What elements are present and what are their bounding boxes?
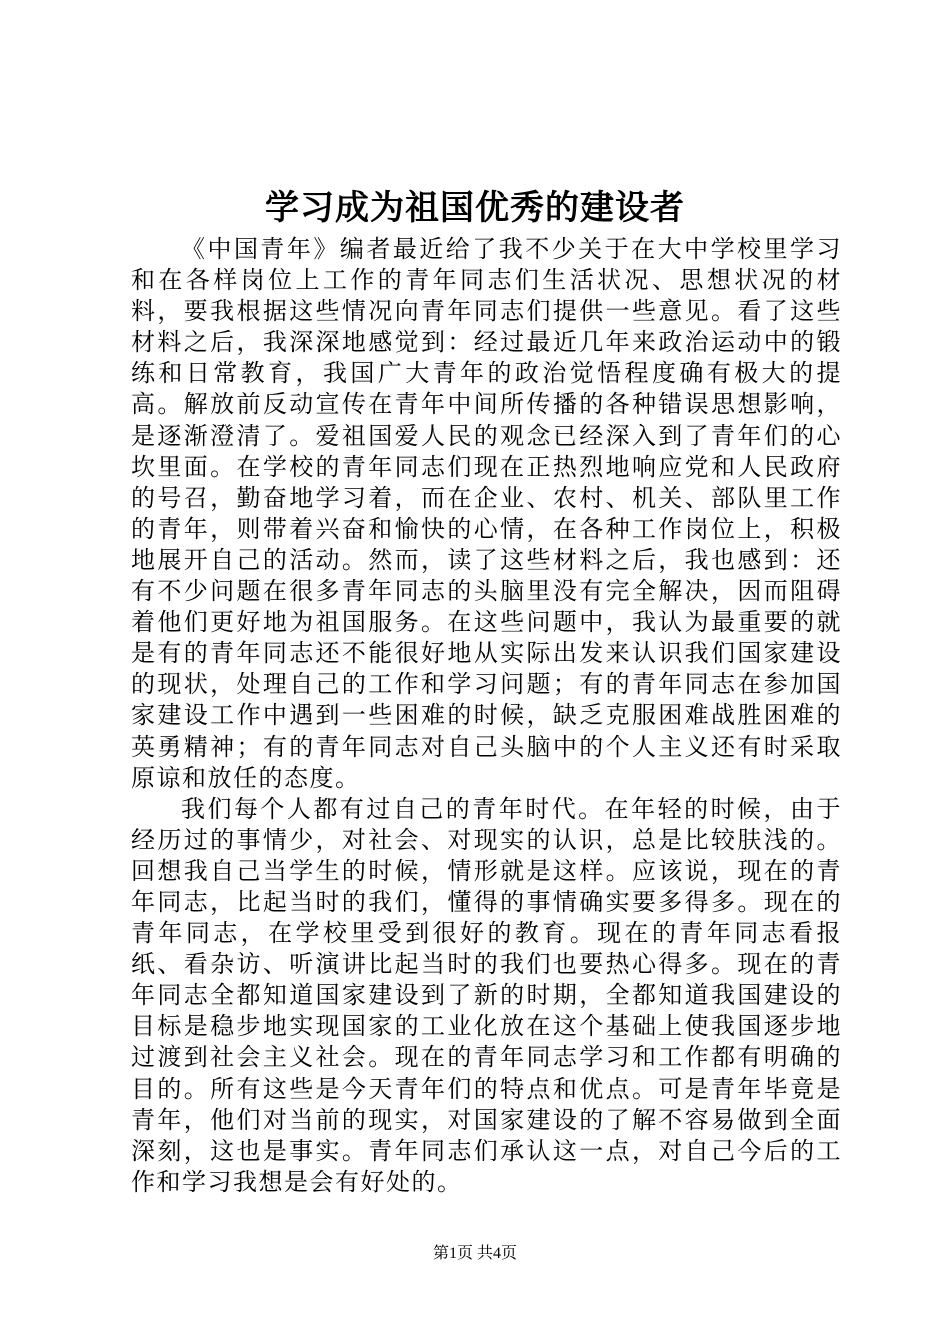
page-number-footer: 第1页 共4页 [432,1245,517,1262]
paragraph-1: 《中国青年》编者最近给了我不少关于在大中学校里学习和在各样岗位上工作的青年同志们生活状况、思想状况的材料，要我根据这些情况向青年同志们提供一些意见。看了这些材料之后，我深深地感觉到：经过最近几年来政治运动中的锻练和日常教育，我国广大青年的政治觉悟程度确有极大的提高。解放前反动宣传在青年中间所传播的各种错误思想影响，是逐渐澄清了。爱祖国爱人民的观念已经深入到了青年们的心坎里面。在学校的青年同志们现在正热烈地响应党和人民政府的号召，勤奋地学习着，而在企业、农村、机关、部队里工作的青年，则带着兴奋和愉快的心情，在各种工作岗位上，积极地展开自己的活动。然而，读了这些材料之后，我也感到：还有不少问题在很多青年同志的头脑里没有完全解决，因而阻碍着他们更好地为祖国服务。在这些问题中，我认为最重要的就是有的青年同志还不能很好地从实际出发来认识我们国家建设的现状，处理自己的工作和学习问题；有的青年同志在参加国家建设工作中遇到一些困难的时候，缺乏克服困难战胜困难的英勇精神；有的青年同志对自己头脑中的个人主义还有时采取原谅和放任的态度。 [131,235,842,792]
document-title: 学习成为祖国优秀的建设者 [265,188,685,228]
document-body [131,234,842,1198]
paragraph-2: 我们每个人都有过自己的青年时代。在年轻的时候，由于经历过的事情少，对社会、对现实的认识，总是比较肤浅的。回想我自己当学生的时候，情形就是这样。应该说，现在的青年同志，比起当时的我们，懂得的事情确实要多得多。现在的青年同志，在学校里受到很好的教育。现在的青年同志看报纸、看杂访、听演讲比起当时的我们也要热心得多。现在的青年同志全都知道国家建设到了新的时期，全都知道我国建设的目标是稳步地实现国家的工业化放在这个基础上使我国逐步地过渡到社会主义社会。现在的青年同志学习和工作都有明确的目的。所有这些是今天青年们的特点和优点。可是青年毕竟是青年，他们对当前的现实，对国家建设的了解不容易做到全面深刻，这也是事实。青年同志们承认这一点，对自己今后的工作和学习我想是会有好处的。 [131,794,842,1196]
